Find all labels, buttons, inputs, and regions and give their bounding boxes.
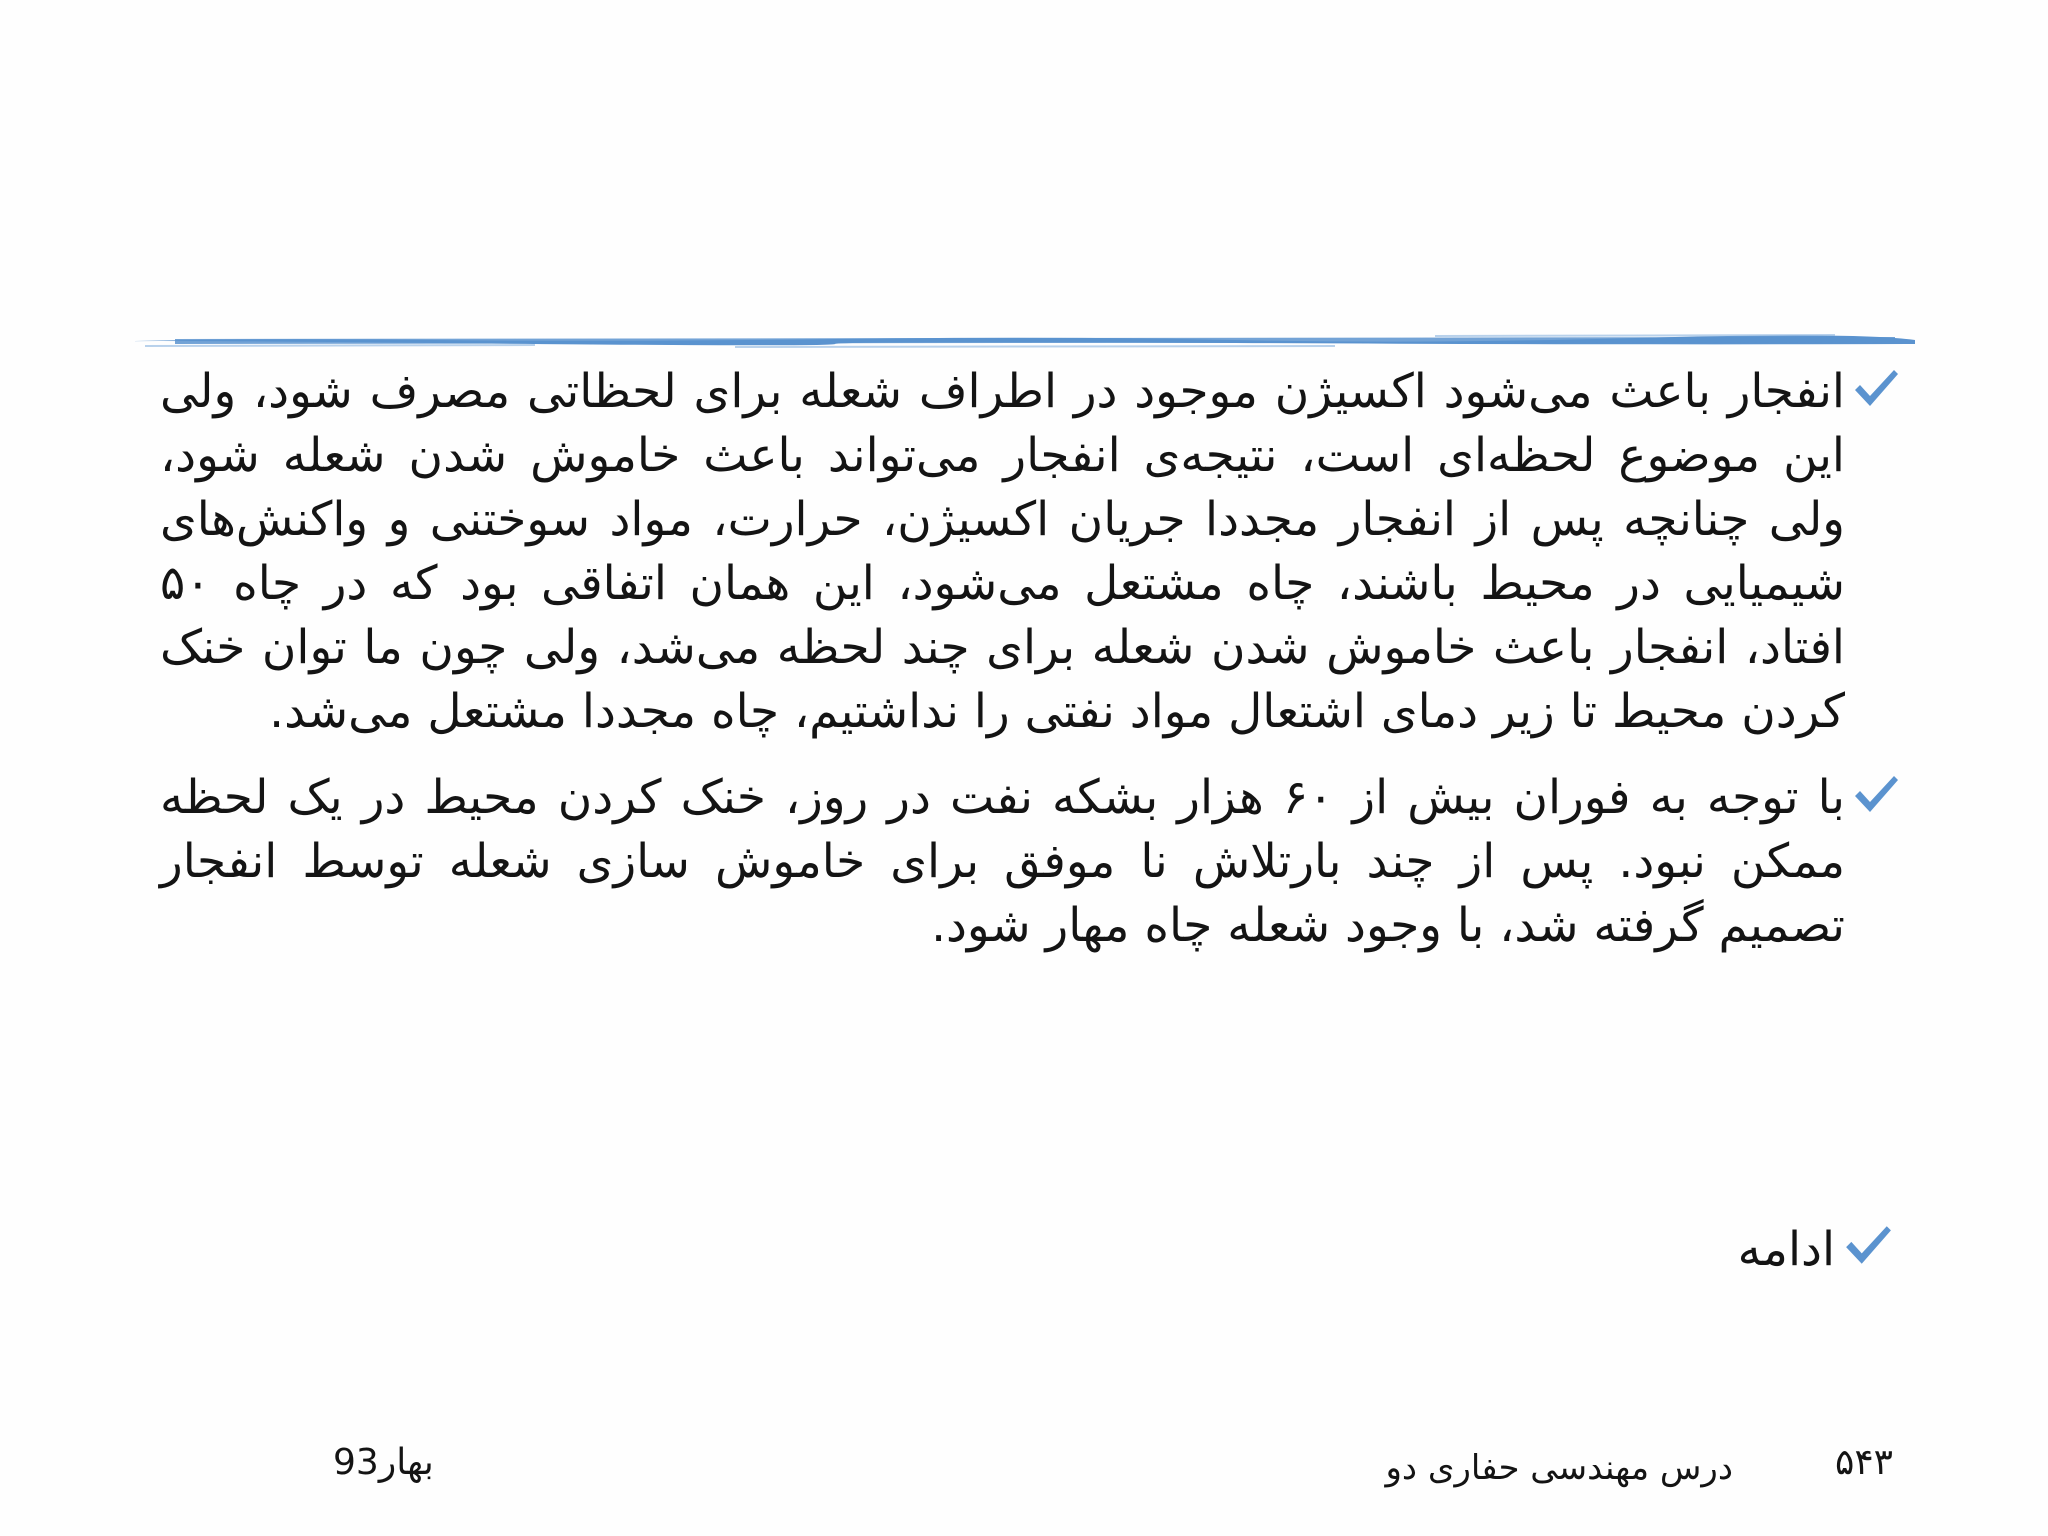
footer-term: بهار93 [333,1442,434,1483]
brush-divider [135,330,1915,352]
checkmark-icon [1852,366,1900,410]
bullet-list [160,360,1900,980]
bullet-item-blowout [160,766,1900,958]
continue-label: ادامه [1737,1222,1835,1277]
bullet-text: انفجار باعث می‌شود اکسیژن موجود در اطراف شعله برای لحظاتی مصرف شود، ولی این موضوع لحظه‌ای است، نتیجه‌ی انفجار می‌تواند باعث خاموش شدن شعله شود، ولی چنانچه پس از انفجار مجددا جریان اکسیژن، حرارت، مواد سوختنی و واکنش‌های شیمیایی در محیط باشند، چاه مشتعل می‌شود، این همان اتفاقی بود که در چاه ۵۰ افتاد، انفجار باعث خاموش شدن شعله برای چند لحظه می‌شد، ولی چون ما توان خنک کردن محیط تا زیر دمای اشتعال مواد نفتی را نداشتیم، چاه مجددا مشتعل می‌شد. [160,364,1845,739]
bullet-item-explosion [160,360,1900,744]
footer-course-title: درس مهندسی حفاری دو [1385,1448,1733,1488]
checkmark-icon [1852,772,1900,816]
bullet-text: با توجه به فوران بیش از ۶۰ هزار بشکه نفت در روز، خنک کردن محیط در یک لحظه ممکن نبود. پس از چند بارتلاش نا موفق برای خاموش سازی شعله توسط انفجار تصمیم گرفته شد، با وجود شعله چاه مهار شود. [160,770,1846,953]
slide-number: ۵۴۳ [1834,1442,1893,1483]
continue-item[interactable] [1738,1218,1893,1282]
checkmark-icon [1843,1222,1893,1268]
